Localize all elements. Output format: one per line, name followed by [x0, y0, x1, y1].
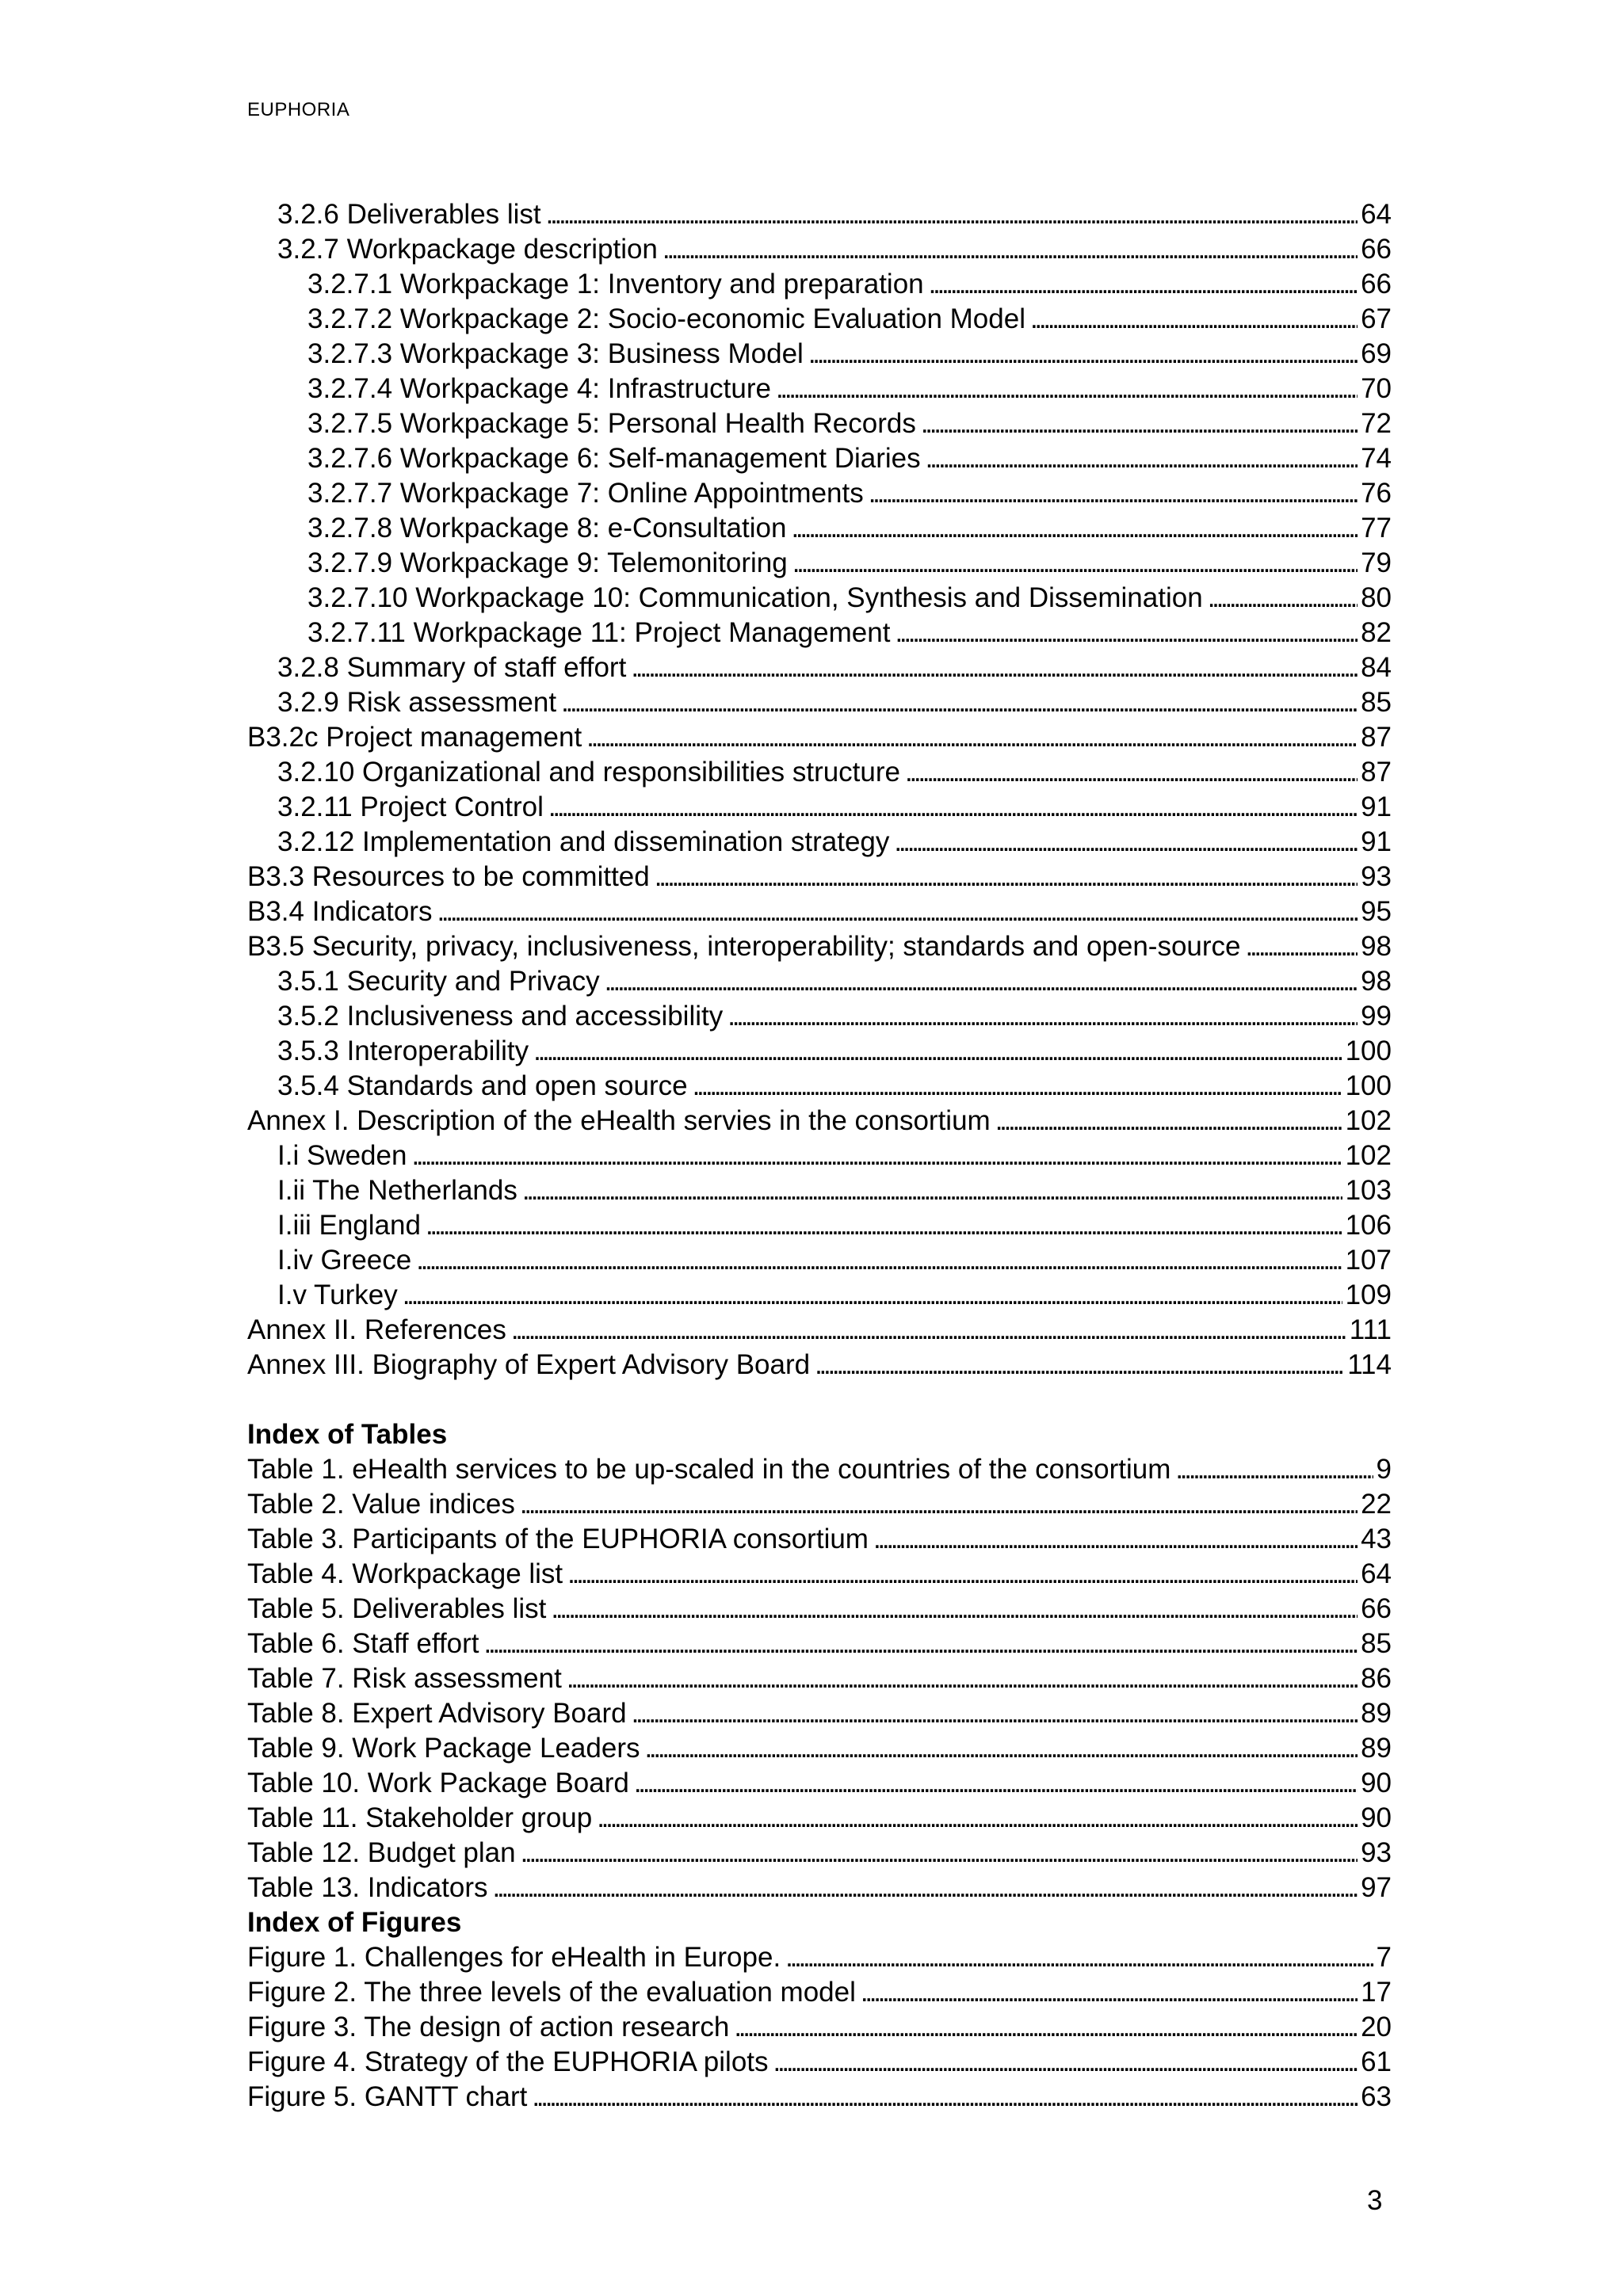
- tables-list: [247, 1452, 1392, 1905]
- table-index-entry-label: Table 10. Work Package Board: [247, 1768, 629, 1798]
- toc-entry[interactable]: [247, 929, 1392, 964]
- table-index-entry[interactable]: [247, 1452, 1392, 1487]
- table-index-entry-label: Table 11. Stakeholder group: [247, 1802, 593, 1833]
- toc-entry-label: 3.2.8 Summary of staff effort: [277, 652, 627, 683]
- table-index-entry-label: Table 2. Value indices: [247, 1489, 515, 1520]
- figure-index-entry-page: 7: [1376, 1942, 1392, 1973]
- toc-entry[interactable]: [247, 372, 1392, 406]
- toc-entry-label: B3.4 Indicators: [247, 896, 433, 927]
- dot-leader: [792, 546, 1358, 581]
- table-of-contents: [247, 197, 1392, 2115]
- toc-entry-label: B3.2c Project management: [247, 722, 582, 753]
- toc-entry-label: 3.2.7.10 Workpackage 10: Communication, Synthesis and Dissemination: [307, 582, 1203, 613]
- dot-leader: [567, 1661, 1358, 1696]
- toc-entry[interactable]: [247, 1173, 1392, 1208]
- dot-leader: [533, 1034, 1342, 1069]
- dot-leader: [727, 999, 1358, 1034]
- dot-leader: [511, 1313, 1346, 1348]
- dot-leader: [873, 1522, 1358, 1557]
- dot-leader: [894, 825, 1358, 860]
- dot-leader: [905, 755, 1358, 790]
- table-index-entry-label: Table 3. Participants of the EUPHORIA consortium: [247, 1524, 869, 1554]
- dot-leader: [586, 720, 1358, 755]
- table-index-entry-page: 90: [1361, 1802, 1392, 1833]
- toc-entry-page: 93: [1361, 861, 1392, 892]
- dot-leader: [522, 1173, 1342, 1208]
- table-index-entry-label: Table 13. Indicators: [247, 1872, 488, 1903]
- toc-entry-page: 100: [1345, 1035, 1392, 1066]
- toc-entry-page: 107: [1345, 1245, 1392, 1276]
- toc-entry[interactable]: [247, 755, 1392, 790]
- table-index-entry[interactable]: [247, 1522, 1392, 1557]
- toc-entry-page: 87: [1361, 757, 1392, 788]
- dot-leader: [921, 406, 1358, 441]
- table-index-entry-label: Table 1. eHealth services to be up-scaled in the countries of the consortium: [247, 1454, 1171, 1485]
- table-index-entry[interactable]: [247, 1696, 1392, 1731]
- dot-leader: [1030, 302, 1358, 337]
- toc-entry-page: 74: [1361, 443, 1392, 474]
- table-index-entry[interactable]: [247, 1592, 1392, 1627]
- table-index-entry-label: Table 7. Risk assessment: [247, 1663, 562, 1694]
- figure-index-entry-page: 20: [1361, 2012, 1392, 2042]
- toc-entry-page: 79: [1361, 547, 1392, 578]
- toc-entry-page: 102: [1345, 1105, 1392, 1136]
- dot-leader: [416, 1243, 1342, 1278]
- toc-entry[interactable]: [247, 581, 1392, 616]
- toc-entry-page: 85: [1361, 687, 1392, 718]
- dot-leader: [773, 2045, 1358, 2080]
- toc-entry-page: 64: [1361, 199, 1392, 230]
- dot-leader: [808, 337, 1358, 372]
- toc-entry-page: 84: [1361, 652, 1392, 683]
- toc-entry-page: 77: [1361, 513, 1392, 543]
- toc-entry[interactable]: [247, 1069, 1392, 1104]
- table-index-entry-page: 89: [1361, 1698, 1392, 1729]
- toc-entry[interactable]: [247, 1034, 1392, 1069]
- toc-entry-label: 3.2.7 Workpackage description: [277, 234, 658, 265]
- dot-leader: [644, 1731, 1358, 1766]
- dot-leader: [634, 1766, 1358, 1801]
- table-index-entry-page: 43: [1361, 1524, 1392, 1554]
- toc-entry-page: 70: [1361, 373, 1392, 404]
- toc-entry-page: 102: [1345, 1140, 1392, 1171]
- table-index-entry-label: Table 5. Deliverables list: [247, 1593, 547, 1624]
- dot-leader: [1175, 1452, 1373, 1487]
- toc-entry-label: 3.2.6 Deliverables list: [277, 199, 541, 230]
- figure-index-entry[interactable]: [247, 2080, 1392, 2115]
- table-index-entry[interactable]: [247, 1487, 1392, 1522]
- figure-index-entry-page: 17: [1361, 1977, 1392, 2008]
- toc-entry-page: 80: [1361, 582, 1392, 613]
- figure-index-entry-page: 61: [1361, 2046, 1392, 2077]
- toc-entry-label: 3.5.4 Standards and open source: [277, 1070, 688, 1101]
- dot-leader: [861, 1975, 1358, 2010]
- toc-entry[interactable]: [247, 1104, 1392, 1138]
- toc-entry-page: 103: [1345, 1175, 1392, 1206]
- table-index-entry-page: 97: [1361, 1872, 1392, 1903]
- toc-entry-label: Annex II. References: [247, 1314, 506, 1345]
- toc-entry-label: I.iv Greece: [277, 1245, 412, 1276]
- dot-leader: [567, 1557, 1358, 1592]
- table-index-entry[interactable]: [247, 1871, 1392, 1905]
- toc-entry-label: 3.2.7.8 Workpackage 8: e-Consultation: [307, 513, 787, 543]
- dot-leader: [929, 267, 1358, 302]
- table-index-entry-label: Table 4. Workpackage list: [247, 1558, 563, 1589]
- toc-entry-label: I.iii England: [277, 1210, 421, 1241]
- dot-leader: [776, 372, 1358, 406]
- toc-entry-page: 114: [1347, 1349, 1392, 1380]
- table-index-entry-page: 64: [1361, 1558, 1392, 1589]
- table-index-entry[interactable]: [247, 1766, 1392, 1801]
- toc-entry-label: 3.2.7.6 Workpackage 6: Self-management Diaries: [307, 443, 921, 474]
- dot-leader: [551, 1592, 1358, 1627]
- dot-leader: [655, 860, 1358, 894]
- toc-entry-label: 3.2.7.11 Workpackage 11: Project Management: [307, 617, 891, 648]
- table-index-entry-page: 66: [1361, 1593, 1392, 1624]
- toc-entry[interactable]: [247, 441, 1392, 476]
- dot-leader: [632, 1696, 1358, 1731]
- toc-entry-label: 3.5.2 Inclusiveness and accessibility: [277, 1001, 724, 1032]
- dot-leader: [411, 1138, 1342, 1173]
- dot-leader: [597, 1801, 1358, 1836]
- toc-entry-label: B3.5 Security, privacy, inclusiveness, interoperability; standards and open-source: [247, 931, 1241, 962]
- table-index-entry-page: 90: [1361, 1768, 1392, 1798]
- toc-entry-page: 91: [1361, 791, 1392, 822]
- toc-entry-label: 3.2.10 Organizational and responsibilities structure: [277, 757, 900, 788]
- table-index-entry-label: Table 8. Expert Advisory Board: [247, 1698, 627, 1729]
- toc-entry[interactable]: [247, 1138, 1392, 1173]
- index-of-tables-heading: Index of Tables: [247, 1419, 448, 1450]
- toc-entry[interactable]: [247, 720, 1392, 755]
- dot-leader: [995, 1104, 1342, 1138]
- dot-leader: [791, 511, 1358, 546]
- table-index-entry-page: 93: [1361, 1837, 1392, 1868]
- toc-entry[interactable]: [247, 232, 1392, 267]
- dot-leader: [548, 790, 1358, 825]
- toc-entry-page: 98: [1361, 966, 1392, 997]
- toc-entry[interactable]: [247, 825, 1392, 860]
- toc-entry-page: 98: [1361, 931, 1392, 962]
- table-index-entry[interactable]: [247, 1801, 1392, 1836]
- index-of-figures-heading: Index of Figures: [247, 1907, 462, 1938]
- dot-leader: [437, 894, 1358, 929]
- dot-leader: [631, 650, 1358, 685]
- toc-entry-label: 3.2.12 Implementation and dissemination strategy: [277, 826, 890, 857]
- toc-entry[interactable]: [247, 964, 1392, 999]
- toc-entry-label: Annex III. Biography of Expert Advisory Board: [247, 1349, 811, 1380]
- dot-leader: [1208, 581, 1358, 616]
- toc-entry[interactable]: [247, 999, 1392, 1034]
- toc-entry[interactable]: [247, 1348, 1392, 1383]
- toc-entry-page: 91: [1361, 826, 1392, 857]
- dot-leader: [521, 1836, 1358, 1871]
- toc-entry[interactable]: [247, 267, 1392, 302]
- dot-leader: [693, 1069, 1342, 1104]
- figure-index-entry-label: Figure 3. The design of action research: [247, 2012, 730, 2042]
- toc-list: [247, 197, 1392, 1383]
- toc-entry-label: 3.2.7.9 Workpackage 9: Telemonitoring: [307, 547, 788, 578]
- toc-entry-label: 3.2.7.2 Workpackage 2: Socio-economic Evaluation Model: [307, 303, 1025, 334]
- toc-entry[interactable]: [247, 894, 1392, 929]
- toc-entry[interactable]: [247, 616, 1392, 650]
- figure-index-entry[interactable]: [247, 2010, 1392, 2045]
- toc-entry[interactable]: [247, 790, 1392, 825]
- toc-entry-page: 100: [1345, 1070, 1392, 1101]
- dot-leader: [520, 1487, 1358, 1522]
- toc-entry-page: 67: [1361, 303, 1392, 334]
- figure-index-entry[interactable]: [247, 2045, 1392, 2080]
- toc-entry-page: 109: [1345, 1280, 1392, 1310]
- toc-entry[interactable]: [247, 860, 1392, 894]
- dot-leader: [605, 964, 1358, 999]
- toc-entry[interactable]: [247, 1313, 1392, 1348]
- table-index-entry-label: Table 9. Work Package Leaders: [247, 1733, 640, 1764]
- toc-entry-label: 3.2.7.7 Workpackage 7: Online Appointments: [307, 478, 864, 509]
- toc-entry-label: Annex I. Description of the eHealth servies in the consortium: [247, 1105, 991, 1136]
- table-index-entry[interactable]: [247, 1557, 1392, 1592]
- toc-entry[interactable]: [247, 1208, 1392, 1243]
- toc-entry-label: I.i Sweden: [277, 1140, 407, 1171]
- toc-entry[interactable]: [247, 302, 1392, 337]
- toc-entry-label: 3.2.7.5 Workpackage 5: Personal Health Records: [307, 408, 916, 439]
- dot-leader: [926, 441, 1358, 476]
- dot-leader: [1246, 929, 1358, 964]
- dot-leader: [493, 1871, 1358, 1905]
- toc-entry[interactable]: [247, 197, 1392, 232]
- toc-entry-page: 95: [1361, 896, 1392, 927]
- toc-entry[interactable]: [247, 406, 1392, 441]
- figure-index-entry[interactable]: [247, 1975, 1392, 2010]
- dot-leader: [561, 685, 1358, 720]
- toc-entry-page: 66: [1361, 269, 1392, 299]
- figure-index-entry-label: Figure 2. The three levels of the evaluation model: [247, 1977, 856, 2008]
- table-index-entry-page: 22: [1361, 1489, 1392, 1520]
- toc-entry[interactable]: [247, 1278, 1392, 1313]
- dot-leader: [484, 1627, 1358, 1661]
- table-index-entry[interactable]: [247, 1627, 1392, 1661]
- toc-entry[interactable]: [247, 650, 1392, 685]
- table-index-entry[interactable]: [247, 1661, 1392, 1696]
- toc-entry-page: 106: [1345, 1210, 1392, 1241]
- toc-entry[interactable]: [247, 476, 1392, 511]
- table-index-entry-page: 85: [1361, 1628, 1392, 1659]
- table-index-entry[interactable]: [247, 1731, 1392, 1766]
- toc-entry-label: 3.2.9 Risk assessment: [277, 687, 557, 718]
- dot-leader: [869, 476, 1358, 511]
- dot-leader: [663, 232, 1358, 267]
- toc-entry[interactable]: [247, 685, 1392, 720]
- figure-index-entry-label: Figure 4. Strategy of the EUPHORIA pilots: [247, 2046, 769, 2077]
- table-index-entry-label: Table 12. Budget plan: [247, 1837, 516, 1868]
- dot-leader: [895, 616, 1358, 650]
- dot-leader: [546, 197, 1358, 232]
- toc-entry-label: B3.3 Resources to be committed: [247, 861, 650, 892]
- dot-leader: [426, 1208, 1342, 1243]
- dot-leader: [815, 1348, 1344, 1383]
- figures-list: [247, 1940, 1392, 2115]
- toc-entry[interactable]: [247, 511, 1392, 546]
- running-header: EUPHORIA: [247, 99, 350, 120]
- figure-index-entry[interactable]: [247, 1940, 1392, 1975]
- toc-entry-label: I.ii The Netherlands: [277, 1175, 517, 1206]
- toc-entry[interactable]: [247, 1243, 1392, 1278]
- figure-index-entry-page: 63: [1361, 2081, 1392, 2112]
- toc-entry-page: 111: [1349, 1314, 1392, 1345]
- toc-entry-page: 66: [1361, 234, 1392, 265]
- toc-entry-label: 3.5.1 Security and Privacy: [277, 966, 600, 997]
- table-index-entry[interactable]: [247, 1836, 1392, 1871]
- toc-entry-label: 3.5.3 Interoperability: [277, 1035, 529, 1066]
- toc-entry[interactable]: [247, 337, 1392, 372]
- page-number: 3: [1367, 2185, 1383, 2216]
- toc-entry-label: 3.2.7.1 Workpackage 1: Inventory and preparation: [307, 269, 924, 299]
- table-index-entry-page: 89: [1361, 1733, 1392, 1764]
- dot-leader: [532, 2080, 1358, 2115]
- toc-entry-label: 3.2.7.4 Workpackage 4: Infrastructure: [307, 373, 771, 404]
- figure-index-entry-label: Figure 1. Challenges for eHealth in Europe.: [247, 1942, 781, 1973]
- toc-entry-page: 87: [1361, 722, 1392, 753]
- dot-leader: [734, 2010, 1358, 2045]
- figure-index-entry-label: Figure 5. GANTT chart: [247, 2081, 528, 2112]
- spacer: [247, 1383, 1392, 1417]
- toc-entry-page: 82: [1361, 617, 1392, 648]
- toc-entry-label: I.v Turkey: [277, 1280, 398, 1310]
- table-index-entry-label: Table 6. Staff effort: [247, 1628, 479, 1659]
- toc-entry-page: 72: [1361, 408, 1392, 439]
- dot-leader: [785, 1940, 1373, 1975]
- toc-entry-page: 69: [1361, 338, 1392, 369]
- toc-entry-page: 99: [1361, 1001, 1392, 1032]
- toc-entry[interactable]: [247, 546, 1392, 581]
- table-index-entry-page: 86: [1361, 1663, 1392, 1694]
- toc-entry-page: 76: [1361, 478, 1392, 509]
- toc-entry-label: 3.2.11 Project Control: [277, 791, 544, 822]
- toc-entry-label: 3.2.7.3 Workpackage 3: Business Model: [307, 338, 804, 369]
- table-index-entry-page: 9: [1376, 1454, 1392, 1485]
- dot-leader: [403, 1278, 1342, 1313]
